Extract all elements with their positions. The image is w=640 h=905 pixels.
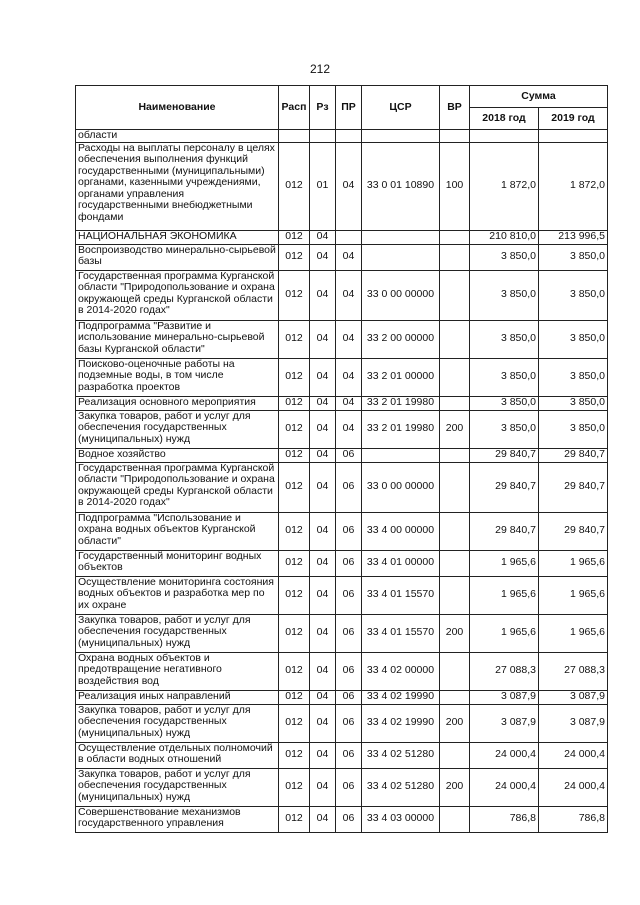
cell-rasp: 012 <box>279 704 310 742</box>
cell-sum-2018: 3 850,0 <box>470 270 539 320</box>
cell-vr <box>440 230 470 244</box>
cell-csr: 33 0 01 10890 <box>362 142 440 230</box>
cell-name: Осуществление отдельных полномочий в области водных отношений <box>76 742 279 768</box>
cell-pr: 04 <box>336 270 362 320</box>
table-row <box>76 270 608 320</box>
cell-vr <box>440 320 470 358</box>
cell-rz: 04 <box>310 512 336 550</box>
table-row <box>76 230 608 244</box>
cell-pr: 04 <box>336 320 362 358</box>
header-vr: ВР <box>440 86 470 130</box>
cell-rasp: 012 <box>279 230 310 244</box>
cell-sum-2019: 3 850,0 <box>539 320 608 358</box>
cell-vr: 200 <box>440 410 470 448</box>
cell-rz: 04 <box>310 448 336 462</box>
cell-csr: 33 4 02 19990 <box>362 690 440 704</box>
table-row <box>76 462 608 512</box>
cell-vr <box>440 512 470 550</box>
cell-name: Охрана водных объектов и предотвращение негативного воздействия вод <box>76 652 279 690</box>
cell-vr: 200 <box>440 768 470 806</box>
cell-csr: 33 4 02 19990 <box>362 704 440 742</box>
cell-sum-2018 <box>470 130 539 143</box>
cell-name: НАЦИОНАЛЬНАЯ ЭКОНОМИКА <box>76 230 279 244</box>
table-row <box>76 512 608 550</box>
cell-rasp: 012 <box>279 614 310 652</box>
cell-vr <box>440 270 470 320</box>
cell-sum-2018: 210 810,0 <box>470 230 539 244</box>
table-row <box>76 448 608 462</box>
cell-pr: 06 <box>336 614 362 652</box>
cell-rasp: 012 <box>279 320 310 358</box>
cell-sum-2019: 3 850,0 <box>539 410 608 448</box>
cell-rasp: 012 <box>279 576 310 614</box>
cell-name: Реализация основного мероприятия <box>76 396 279 410</box>
cell-rasp: 012 <box>279 462 310 512</box>
cell-pr: 06 <box>336 512 362 550</box>
cell-rasp: 012 <box>279 142 310 230</box>
cell-csr <box>362 448 440 462</box>
page-number: 212 <box>309 62 331 76</box>
cell-sum-2019: 29 840,7 <box>539 448 608 462</box>
cell-name: Воспроизводство минерально-сырьевой базы <box>76 244 279 270</box>
cell-sum-2019: 3 087,9 <box>539 704 608 742</box>
cell-rz: 04 <box>310 358 336 396</box>
cell-csr: 33 2 01 00000 <box>362 358 440 396</box>
cell-vr <box>440 550 470 576</box>
cell-vr <box>440 576 470 614</box>
table-row <box>76 652 608 690</box>
cell-rz: 04 <box>310 742 336 768</box>
cell-rasp: 012 <box>279 358 310 396</box>
cell-pr: 06 <box>336 550 362 576</box>
cell-sum-2018: 24 000,4 <box>470 768 539 806</box>
table-row <box>76 130 608 143</box>
cell-csr: 33 0 00 00000 <box>362 270 440 320</box>
cell-csr <box>362 244 440 270</box>
cell-rasp: 012 <box>279 652 310 690</box>
cell-name: Государственный мониторинг водных объектов <box>76 550 279 576</box>
cell-sum-2018: 3 087,9 <box>470 704 539 742</box>
header-csr: ЦСР <box>362 86 440 130</box>
cell-sum-2018: 1 965,6 <box>470 550 539 576</box>
cell-vr <box>440 244 470 270</box>
cell-rasp: 012 <box>279 768 310 806</box>
cell-rz: 04 <box>310 768 336 806</box>
cell-name: Совершенствование механизмов государственного управления <box>76 806 279 832</box>
cell-rz: 04 <box>310 806 336 832</box>
table-row <box>76 320 608 358</box>
cell-pr: 06 <box>336 806 362 832</box>
cell-name: Реализация иных направлений <box>76 690 279 704</box>
cell-rasp: 012 <box>279 270 310 320</box>
cell-pr: 04 <box>336 358 362 396</box>
cell-name: области <box>76 130 279 143</box>
table-row <box>76 550 608 576</box>
cell-sum-2019: 27 088,3 <box>539 652 608 690</box>
cell-sum-2019: 24 000,4 <box>539 768 608 806</box>
cell-rz: 04 <box>310 320 336 358</box>
cell-name: Водное хозяйство <box>76 448 279 462</box>
header-2019: 2019 год <box>539 108 608 130</box>
cell-rasp <box>279 130 310 143</box>
table-row <box>76 704 608 742</box>
cell-csr: 33 4 01 15570 <box>362 614 440 652</box>
cell-sum-2019: 3 850,0 <box>539 358 608 396</box>
cell-sum-2018: 3 087,9 <box>470 690 539 704</box>
cell-rz: 04 <box>310 690 336 704</box>
cell-pr: 04 <box>336 396 362 410</box>
cell-name: Закупка товаров, работ и услуг для обеспечения государственных (муниципальных) нужд <box>76 768 279 806</box>
cell-rz: 04 <box>310 270 336 320</box>
cell-pr: 06 <box>336 690 362 704</box>
cell-pr: 04 <box>336 410 362 448</box>
header-sum: Сумма <box>470 86 608 108</box>
table-row <box>76 742 608 768</box>
cell-csr: 33 4 03 00000 <box>362 806 440 832</box>
cell-csr: 33 4 00 00000 <box>362 512 440 550</box>
cell-vr <box>440 652 470 690</box>
cell-pr: 06 <box>336 704 362 742</box>
cell-vr <box>440 806 470 832</box>
cell-rasp: 012 <box>279 806 310 832</box>
table-row <box>76 410 608 448</box>
cell-rz: 04 <box>310 396 336 410</box>
cell-sum-2019: 1 965,6 <box>539 576 608 614</box>
cell-rz: 04 <box>310 704 336 742</box>
cell-pr: 06 <box>336 462 362 512</box>
cell-csr: 33 2 01 19980 <box>362 396 440 410</box>
cell-name: Закупка товаров, работ и услуг для обеспечения государственных (муниципальных) нужд <box>76 704 279 742</box>
table-row <box>76 576 608 614</box>
cell-rasp: 012 <box>279 396 310 410</box>
cell-pr: 06 <box>336 448 362 462</box>
table-row <box>76 358 608 396</box>
header-rz: Рз <box>310 86 336 130</box>
header-name: Наименование <box>76 86 279 130</box>
cell-pr <box>336 230 362 244</box>
budget-table <box>75 85 608 833</box>
table-row <box>76 142 608 230</box>
cell-sum-2018: 3 850,0 <box>470 358 539 396</box>
cell-vr: 200 <box>440 704 470 742</box>
cell-vr <box>440 742 470 768</box>
cell-sum-2018: 1 872,0 <box>470 142 539 230</box>
cell-sum-2018: 29 840,7 <box>470 512 539 550</box>
cell-pr: 06 <box>336 652 362 690</box>
cell-csr: 33 4 02 51280 <box>362 742 440 768</box>
table-header <box>76 86 608 130</box>
cell-rasp: 012 <box>279 244 310 270</box>
cell-rasp: 012 <box>279 410 310 448</box>
cell-sum-2018: 27 088,3 <box>470 652 539 690</box>
cell-sum-2018: 24 000,4 <box>470 742 539 768</box>
cell-sum-2019: 1 965,6 <box>539 550 608 576</box>
cell-rz: 04 <box>310 614 336 652</box>
header-rasp: Расп <box>279 86 310 130</box>
cell-name: Подпрограмма "Развитие и использование минерально-сырьевой базы Курганской области" <box>76 320 279 358</box>
cell-sum-2019: 29 840,7 <box>539 512 608 550</box>
cell-sum-2018: 3 850,0 <box>470 410 539 448</box>
cell-name: Государственная программа Курганской области "Природопользование и охрана окружающей среды Курганской области в 2014-2020 годах" <box>76 270 279 320</box>
header-2018: 2018 год <box>470 108 539 130</box>
cell-vr <box>440 690 470 704</box>
cell-sum-2018: 786,8 <box>470 806 539 832</box>
cell-sum-2018: 29 840,7 <box>470 448 539 462</box>
cell-sum-2019: 3 087,9 <box>539 690 608 704</box>
cell-vr <box>440 462 470 512</box>
cell-rz: 01 <box>310 142 336 230</box>
cell-rasp: 012 <box>279 448 310 462</box>
cell-rz: 04 <box>310 410 336 448</box>
cell-sum-2019: 213 996,5 <box>539 230 608 244</box>
table-row <box>76 396 608 410</box>
cell-name: Закупка товаров, работ и услуг для обеспечения государственных (муниципальных) нужд <box>76 614 279 652</box>
cell-rz: 04 <box>310 576 336 614</box>
cell-vr: 200 <box>440 614 470 652</box>
cell-csr: 33 4 01 15570 <box>362 576 440 614</box>
table-row <box>76 806 608 832</box>
cell-csr <box>362 230 440 244</box>
cell-name: Государственная программа Курганской области "Природопользование и охрана окружающей среды Курганской области в 2014-2020 годах" <box>76 462 279 512</box>
cell-pr: 04 <box>336 244 362 270</box>
cell-sum-2018: 3 850,0 <box>470 396 539 410</box>
cell-rasp: 012 <box>279 550 310 576</box>
cell-pr <box>336 130 362 143</box>
cell-sum-2019: 24 000,4 <box>539 742 608 768</box>
cell-sum-2018: 1 965,6 <box>470 614 539 652</box>
cell-sum-2019: 786,8 <box>539 806 608 832</box>
cell-sum-2018: 3 850,0 <box>470 320 539 358</box>
cell-rasp: 012 <box>279 512 310 550</box>
cell-vr <box>440 396 470 410</box>
cell-pr: 06 <box>336 742 362 768</box>
cell-rz: 04 <box>310 230 336 244</box>
cell-name: Закупка товаров, работ и услуг для обеспечения государственных (муниципальных) нужд <box>76 410 279 448</box>
cell-name: Поисково-оценочные работы на подземные воды, в том числе разработка проектов <box>76 358 279 396</box>
cell-vr: 100 <box>440 142 470 230</box>
cell-vr <box>440 358 470 396</box>
table-row <box>76 244 608 270</box>
cell-name: Расходы на выплаты персоналу в целях обеспечения выполнения функций государственными (муниципальными) органами, казенными учреждениями, органами управления государственными внебюджетными фондами <box>76 142 279 230</box>
table-row <box>76 690 608 704</box>
cell-sum-2019: 3 850,0 <box>539 244 608 270</box>
cell-rz <box>310 130 336 143</box>
cell-rz: 04 <box>310 244 336 270</box>
cell-name: Подпрограмма "Использование и охрана водных объектов Курганской области" <box>76 512 279 550</box>
cell-rasp: 012 <box>279 690 310 704</box>
cell-csr: 33 2 01 19980 <box>362 410 440 448</box>
cell-csr: 33 0 00 00000 <box>362 462 440 512</box>
cell-rz: 04 <box>310 652 336 690</box>
cell-sum-2018: 1 965,6 <box>470 576 539 614</box>
cell-rz: 04 <box>310 462 336 512</box>
cell-csr: 33 4 02 51280 <box>362 768 440 806</box>
cell-sum-2019: 3 850,0 <box>539 270 608 320</box>
cell-sum-2019: 1 965,6 <box>539 614 608 652</box>
cell-sum-2019: 3 850,0 <box>539 396 608 410</box>
cell-sum-2018: 3 850,0 <box>470 244 539 270</box>
cell-pr: 06 <box>336 576 362 614</box>
cell-sum-2018: 29 840,7 <box>470 462 539 512</box>
cell-rz: 04 <box>310 550 336 576</box>
cell-sum-2019 <box>539 130 608 143</box>
cell-csr: 33 4 01 00000 <box>362 550 440 576</box>
cell-sum-2019: 1 872,0 <box>539 142 608 230</box>
cell-csr: 33 4 02 00000 <box>362 652 440 690</box>
table-row <box>76 614 608 652</box>
table-row <box>76 768 608 806</box>
table-body <box>76 130 608 833</box>
cell-csr <box>362 130 440 143</box>
cell-sum-2019: 29 840,7 <box>539 462 608 512</box>
cell-rasp: 012 <box>279 742 310 768</box>
cell-pr: 06 <box>336 768 362 806</box>
cell-csr: 33 2 00 00000 <box>362 320 440 358</box>
cell-name: Осуществление мониторинга состояния водных объектов и разработка мер по их охране <box>76 576 279 614</box>
cell-pr: 04 <box>336 142 362 230</box>
cell-vr <box>440 448 470 462</box>
cell-vr <box>440 130 470 143</box>
header-pr: ПР <box>336 86 362 130</box>
